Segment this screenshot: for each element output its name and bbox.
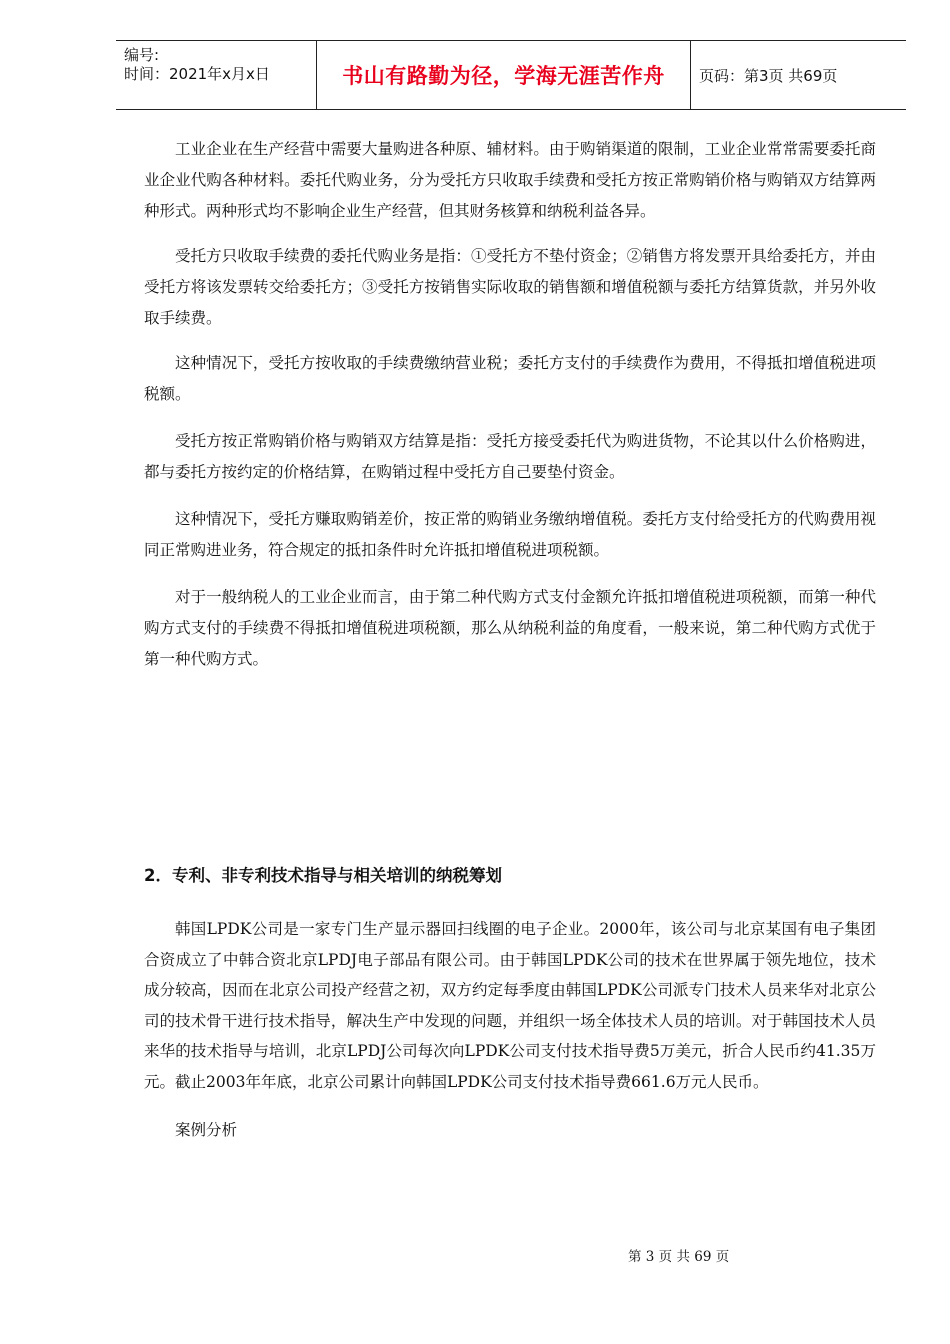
body-text-top: [144, 134, 876, 691]
paragraph: 这种情况下，受托方按收取的手续费缴纳营业税；委托方支付的手续费作为费用，不得抵扣增值税进项税额。: [144, 354, 876, 403]
paragraph: 受托方只收取手续费的委托代购业务是指：①受托方不垫付资金；②销售方将发票开具给委托方，并由受托方将该发票转交给委托方；③受托方按销售实际收取的销售额和增值税额与委托方结算货款，并另外收取手续费。: [144, 247, 876, 327]
header-motto: [317, 41, 691, 109]
paragraph: 工业企业在生产经营中需要大量购进各种原、辅材料。由于购销渠道的限制，工业企业常常需要委托商业企业代购各种材料。委托代购业务，分为受托方只收取手续费和受托方按正常购销价格与购销双方结算两种形式。两种形式均不影响企业生产经营，但其财务核算和纳税利益各异。: [144, 140, 876, 220]
paragraph: 韩国LPDK公司是一家专门生产显示器回扫线圈的电子企业。2000年，该公司与北京某国有电子集团合资成立了中韩合资北京LPDJ电子部品有限公司。由于韩国LPDK公司的技术在世界属于领先地位，技术成分较高，因而在北京公司投产经营之初，双方约定每季度由韩国LPDK公司派专门技术人员来华对北京公司的技术骨干进行技术指导，解决生产中发现的问题，并组织一场全体技术人员的培训。对于韩国技术人员来华的技术指导与培训，北京LPDJ公司每次向LPDK公司支付技术指导费5万美元，折合人民币约41.35万元。截止2003年年底，北京公司累计向韩国LPDK公司支付技术指导费661.6万元人民币。: [144, 920, 876, 1091]
body-text-bottom: [144, 914, 876, 1162]
paragraph-case-analysis: 案例分析: [175, 1121, 238, 1139]
header-page-info: 页码：第3页 共69页: [699, 66, 838, 85]
page-footer: 第 3 页 共 69 页: [628, 1249, 730, 1265]
paragraph: 对于一般纳税人的工业企业而言，由于第二种代购方式支付金额允许抵扣增值税进项税额，而第一种代购方式支付的手续费不得抵扣增值税进项税额，那么从纳税利益的角度看，一般来说，第二种代购方式优于第一种代购方式。: [144, 588, 876, 668]
paragraph: 这种情况下，受托方赚取购销差价，按正常的购销业务缴纳增值税。委托方支付给受托方的代购费用视同正常购进业务，符合规定的抵扣条件时允许抵扣增值税进项税额。: [144, 510, 876, 559]
section-heading: 2．专利、非专利技术指导与相关培训的纳税筹划: [144, 866, 502, 885]
header-meta: [116, 41, 317, 109]
paragraph: 受托方按正常购销价格与购销双方结算是指：受托方接受委托代为购进货物，不论其以什么价格购进，都与委托方按约定的价格结算，在购销过程中受托方自己要垫付资金。: [144, 432, 876, 481]
code-label: 编号:: [124, 46, 160, 64]
time-label: 时间：2021年x月x日: [124, 65, 270, 83]
page-header: [116, 40, 906, 110]
motto-text: 书山有路勤为径，学海无涯苦作舟: [342, 64, 665, 88]
